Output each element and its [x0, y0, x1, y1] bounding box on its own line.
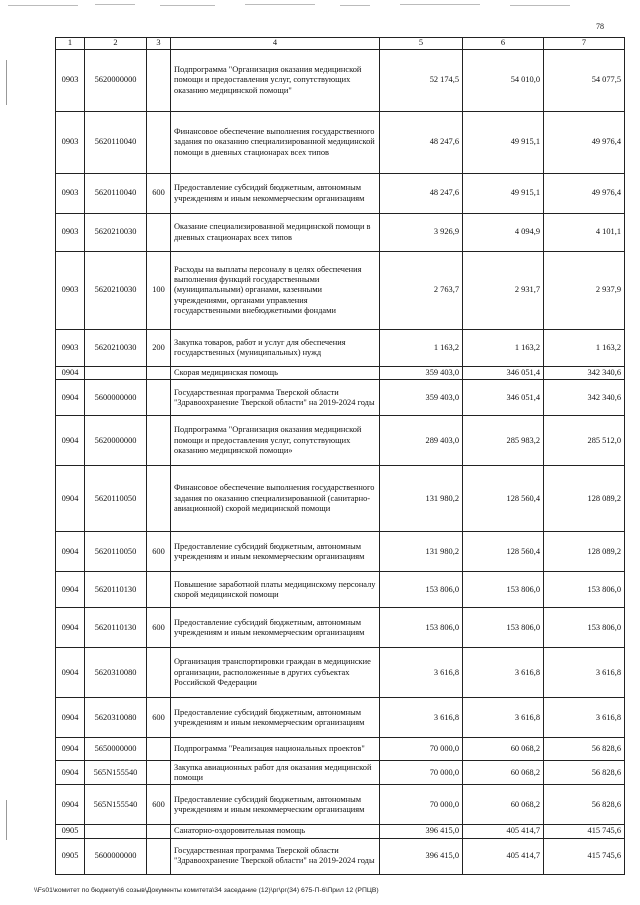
amount-year1-cell: 131 980,2	[380, 466, 463, 532]
target-code-cell: 5620110050	[85, 466, 147, 532]
description-cell: Закупка товаров, работ и услуг для обеспечения государственных (муниципальных) нужд	[171, 330, 380, 367]
scan-noise-strip	[0, 2, 640, 10]
amount-year3-cell: 49 976,4	[544, 112, 625, 174]
section-code-cell: 0904	[56, 698, 85, 738]
amount-year3-cell: 49 976,4	[544, 174, 625, 214]
expense-type-cell	[147, 367, 171, 380]
description-cell: Предоставление субсидий бюджетным, автономным учреждениям и иным некоммерческим организациям	[171, 532, 380, 572]
target-code-cell: 5620110050	[85, 532, 147, 572]
description-cell: Предоставление субсидий бюджетным, автономным учреждениям и иным некоммерческим организациям	[171, 698, 380, 738]
expense-type-cell: 600	[147, 785, 171, 825]
table-row	[56, 466, 625, 532]
amount-year2-cell: 60 068,2	[463, 738, 544, 761]
amount-year2-cell: 285 983,2	[463, 416, 544, 466]
expense-type-cell: 200	[147, 330, 171, 367]
amount-year1-cell: 131 980,2	[380, 532, 463, 572]
amount-year3-cell: 128 089,2	[544, 532, 625, 572]
header-cell: 7	[544, 38, 625, 50]
section-code-cell: 0904	[56, 572, 85, 608]
amount-year3-cell: 415 745,6	[544, 838, 625, 874]
target-code-cell: 565N155540	[85, 785, 147, 825]
target-code-cell: 5620110040	[85, 112, 147, 174]
description-cell: Предоставление субсидий бюджетным, автономным учреждениям и иным некоммерческим организациям	[171, 608, 380, 648]
table-row	[56, 112, 625, 174]
section-code-cell: 0904	[56, 608, 85, 648]
amount-year1-cell: 359 403,0	[380, 380, 463, 416]
description-cell: Государственная программа Тверской области "Здравоохранение Тверской области" на 2019-2024 годы	[171, 838, 380, 874]
amount-year2-cell: 153 806,0	[463, 608, 544, 648]
section-code-cell: 0905	[56, 825, 85, 838]
expense-type-cell	[147, 738, 171, 761]
budget-table	[55, 37, 625, 875]
amount-year1-cell: 52 174,5	[380, 50, 463, 112]
expense-type-cell	[147, 761, 171, 785]
amount-year2-cell: 60 068,2	[463, 761, 544, 785]
section-code-cell: 0904	[56, 761, 85, 785]
target-code-cell: 5620210030	[85, 214, 147, 252]
description-cell: Предоставление субсидий бюджетным, автономным учреждениям и иным некоммерческим организациям	[171, 785, 380, 825]
description-cell: Государственная программа Тверской области "Здравоохранение Тверской области" на 2019-2024 годы	[171, 380, 380, 416]
description-cell: Организация транспортировки граждан в медицинские организации, расположенные в других субъектах Российской Федерации	[171, 648, 380, 698]
amount-year1-cell: 3 616,8	[380, 648, 463, 698]
table-row	[56, 330, 625, 367]
table-row	[56, 838, 625, 874]
amount-year1-cell: 153 806,0	[380, 608, 463, 648]
amount-year1-cell: 3 616,8	[380, 698, 463, 738]
section-code-cell: 0904	[56, 466, 85, 532]
expense-type-cell: 600	[147, 698, 171, 738]
table-row	[56, 416, 625, 466]
target-code-cell	[85, 367, 147, 380]
scan-margin-mark-top	[6, 60, 7, 105]
description-cell: Финансовое обеспечение выполнения государственного задания по оказанию специализированной (санитарно-авиационной) скорой медицинской помощи	[171, 466, 380, 532]
section-code-cell: 0905	[56, 838, 85, 874]
section-code-cell: 0903	[56, 174, 85, 214]
description-cell: Подпрограмма "Реализация национальных проектов"	[171, 738, 380, 761]
amount-year2-cell: 346 051,4	[463, 367, 544, 380]
expense-type-cell	[147, 214, 171, 252]
table-row	[56, 738, 625, 761]
expense-type-cell	[147, 825, 171, 838]
amount-year3-cell: 415 745,6	[544, 825, 625, 838]
amount-year2-cell: 405 414,7	[463, 838, 544, 874]
table-row	[56, 214, 625, 252]
page-number: 78	[596, 22, 604, 31]
table-row	[56, 380, 625, 416]
expense-type-cell: 600	[147, 532, 171, 572]
description-cell: Подпрограмма "Организация оказания медицинской помощи и предоставления услуг, сопутствующих оказанию медицинской помощи"	[171, 50, 380, 112]
section-code-cell: 0904	[56, 785, 85, 825]
amount-year1-cell: 70 000,0	[380, 761, 463, 785]
file-path-footer: \\Fs01\комитет по бюджету\6 созыв\Документы комитета\34 заседание (12)\рг\рг(34) 675-П-6\Прил 12 (РПЦВ)	[34, 887, 379, 894]
amount-year3-cell: 2 937,9	[544, 252, 625, 330]
amount-year3-cell: 153 806,0	[544, 608, 625, 648]
table-row	[56, 825, 625, 838]
section-code-cell: 0903	[56, 214, 85, 252]
description-cell: Санаторно-оздоровительная помощь	[171, 825, 380, 838]
target-code-cell: 5620310080	[85, 698, 147, 738]
target-code-cell: 5620000000	[85, 416, 147, 466]
header-cell: 1	[56, 38, 85, 50]
target-code-cell: 5620310080	[85, 648, 147, 698]
expense-type-cell	[147, 50, 171, 112]
target-code-cell: 5650000000	[85, 738, 147, 761]
expense-type-cell	[147, 838, 171, 874]
table-row	[56, 785, 625, 825]
description-cell: Повышение заработной платы медицинскому персоналу скорой медицинской помощи	[171, 572, 380, 608]
table-row	[56, 252, 625, 330]
amount-year3-cell: 153 806,0	[544, 572, 625, 608]
amount-year1-cell: 48 247,6	[380, 174, 463, 214]
target-code-cell: 5620210030	[85, 330, 147, 367]
section-code-cell: 0904	[56, 416, 85, 466]
amount-year2-cell: 60 068,2	[463, 785, 544, 825]
amount-year2-cell: 346 051,4	[463, 380, 544, 416]
amount-year3-cell: 54 077,5	[544, 50, 625, 112]
header-row	[56, 38, 625, 50]
section-code-cell: 0903	[56, 112, 85, 174]
amount-year3-cell: 3 616,8	[544, 648, 625, 698]
amount-year1-cell: 359 403,0	[380, 367, 463, 380]
amount-year2-cell: 3 616,8	[463, 648, 544, 698]
amount-year2-cell: 4 094,9	[463, 214, 544, 252]
amount-year1-cell: 396 415,0	[380, 838, 463, 874]
expense-type-cell	[147, 572, 171, 608]
amount-year3-cell: 3 616,8	[544, 698, 625, 738]
amount-year1-cell: 1 163,2	[380, 330, 463, 367]
amount-year2-cell: 405 414,7	[463, 825, 544, 838]
description-cell: Предоставление субсидий бюджетным, автономным учреждениям и иным некоммерческим организациям	[171, 174, 380, 214]
header-cell: 4	[171, 38, 380, 50]
amount-year3-cell: 342 340,6	[544, 367, 625, 380]
target-code-cell: 5620110130	[85, 608, 147, 648]
target-code-cell: 5600000000	[85, 380, 147, 416]
amount-year2-cell: 3 616,8	[463, 698, 544, 738]
target-code-cell: 5620110040	[85, 174, 147, 214]
amount-year2-cell: 153 806,0	[463, 572, 544, 608]
target-code-cell: 5620110130	[85, 572, 147, 608]
budget-table-body	[56, 38, 625, 875]
section-code-cell: 0903	[56, 330, 85, 367]
description-cell: Закупка авиационных работ для оказания медицинской помощи	[171, 761, 380, 785]
expense-type-cell: 100	[147, 252, 171, 330]
table-row	[56, 572, 625, 608]
table-row	[56, 532, 625, 572]
amount-year1-cell: 70 000,0	[380, 738, 463, 761]
section-code-cell: 0904	[56, 738, 85, 761]
amount-year3-cell: 56 828,6	[544, 785, 625, 825]
expense-type-cell	[147, 466, 171, 532]
amount-year2-cell: 1 163,2	[463, 330, 544, 367]
table-row	[56, 174, 625, 214]
amount-year1-cell: 48 247,6	[380, 112, 463, 174]
expense-type-cell: 600	[147, 608, 171, 648]
target-code-cell: 5620000000	[85, 50, 147, 112]
section-code-cell: 0903	[56, 252, 85, 330]
amount-year1-cell: 2 763,7	[380, 252, 463, 330]
table-row	[56, 648, 625, 698]
section-code-cell: 0904	[56, 532, 85, 572]
section-code-cell: 0903	[56, 50, 85, 112]
table-row	[56, 367, 625, 380]
section-code-cell: 0904	[56, 648, 85, 698]
expense-type-cell	[147, 648, 171, 698]
description-cell: Скорая медицинская помощь	[171, 367, 380, 380]
table-row	[56, 761, 625, 785]
amount-year2-cell: 49 915,1	[463, 174, 544, 214]
target-code-cell: 5620210030	[85, 252, 147, 330]
header-cell: 3	[147, 38, 171, 50]
amount-year3-cell: 4 101,1	[544, 214, 625, 252]
amount-year3-cell: 56 828,6	[544, 738, 625, 761]
target-code-cell: 5600000000	[85, 838, 147, 874]
amount-year2-cell: 128 560,4	[463, 466, 544, 532]
section-code-cell: 0904	[56, 367, 85, 380]
description-cell: Оказание специализированной медицинской помощи в дневных стационарах всех типов	[171, 214, 380, 252]
table-row	[56, 50, 625, 112]
header-cell: 2	[85, 38, 147, 50]
amount-year3-cell: 128 089,2	[544, 466, 625, 532]
description-cell: Расходы на выплаты персоналу в целях обеспечения выполнения функций государственными (муниципальными) органами, казенными учреждениями, органами управления государственными внебюджетными фондами	[171, 252, 380, 330]
amount-year1-cell: 153 806,0	[380, 572, 463, 608]
amount-year3-cell: 56 828,6	[544, 761, 625, 785]
table-row	[56, 698, 625, 738]
section-code-cell: 0904	[56, 380, 85, 416]
description-cell: Финансовое обеспечение выполнения государственного задания по оказанию специализированной медицинской помощи в дневных стационарах всех типов	[171, 112, 380, 174]
description-cell: Подпрограмма "Организация оказания медицинской помощи и предоставления услуг, сопутствующих оказанию медицинской помощи»	[171, 416, 380, 466]
expense-type-cell: 600	[147, 174, 171, 214]
amount-year2-cell: 54 010,0	[463, 50, 544, 112]
target-code-cell	[85, 825, 147, 838]
target-code-cell: 565N155540	[85, 761, 147, 785]
amount-year2-cell: 2 931,7	[463, 252, 544, 330]
amount-year1-cell: 289 403,0	[380, 416, 463, 466]
header-cell: 6	[463, 38, 544, 50]
header-cell: 5	[380, 38, 463, 50]
expense-type-cell	[147, 380, 171, 416]
amount-year3-cell: 342 340,6	[544, 380, 625, 416]
amount-year3-cell: 1 163,2	[544, 330, 625, 367]
amount-year1-cell: 70 000,0	[380, 785, 463, 825]
table-row	[56, 608, 625, 648]
amount-year2-cell: 128 560,4	[463, 532, 544, 572]
amount-year2-cell: 49 915,1	[463, 112, 544, 174]
expense-type-cell	[147, 112, 171, 174]
amount-year3-cell: 285 512,0	[544, 416, 625, 466]
amount-year1-cell: 3 926,9	[380, 214, 463, 252]
scan-margin-mark-bottom	[6, 800, 7, 840]
expense-type-cell	[147, 416, 171, 466]
amount-year1-cell: 396 415,0	[380, 825, 463, 838]
